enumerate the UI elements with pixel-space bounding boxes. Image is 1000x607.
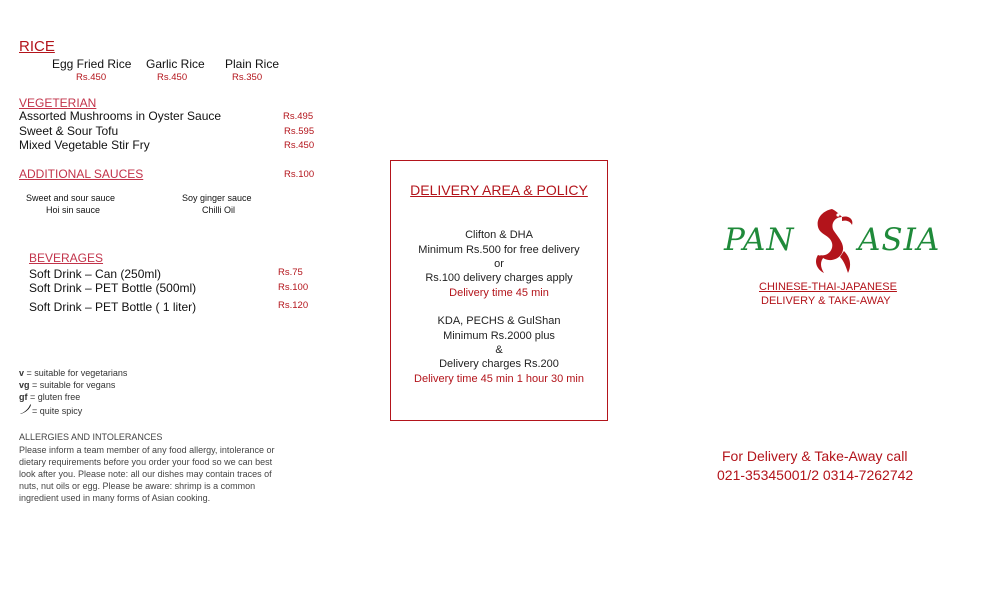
beverage-item-name: Soft Drink – PET Bottle ( 1 liter) [29, 300, 197, 314]
brand-subtitle: DELIVERY & TAKE-AWAY [761, 295, 891, 307]
vegetarian-item-price: Rs.450 [284, 140, 315, 151]
beverage-item-name: Soft Drink – Can (250ml) [29, 267, 162, 281]
vegetarian-item-name: Assorted Mushrooms in Oyster Sauce [19, 109, 222, 123]
beverage-item-name: Soft Drink – PET Bottle (500ml) [29, 281, 197, 295]
legend-vegetarian [19, 368, 127, 378]
vegetarian-item-name: Mixed Vegetable Stir Fry [19, 138, 150, 152]
legend-spicy [19, 403, 82, 416]
legend-text: = suitable for vegetarians [24, 368, 128, 378]
contact-phone[interactable]: 021-35345001/2 0314-7262742 [717, 467, 914, 483]
rice-item-price: Rs.450 [76, 72, 107, 83]
allergies-line: nuts, nut oils or egg. Please be aware: shrimp is a common [19, 481, 256, 491]
rice-item-name: Egg Fried Rice [52, 57, 132, 71]
rice-heading: RICE [19, 38, 55, 55]
sauces-price: Rs.100 [284, 169, 315, 180]
sauce-item: Chilli Oil [202, 205, 236, 215]
legend-text: = gluten free [27, 392, 81, 402]
policy-line: Rs.100 delivery charges apply [425, 272, 573, 284]
legend-key: vg [19, 380, 30, 390]
dragon-icon [804, 205, 860, 277]
policy-line: Delivery charges Rs.200 [439, 358, 559, 370]
policy-delivery-time: Delivery time 45 min [449, 287, 549, 299]
legend-text: = suitable for vegans [29, 380, 116, 390]
allergies-text [19, 444, 319, 504]
policy-area-name: KDA, PECHS & GulShan [437, 315, 561, 327]
legend-key: gf [19, 392, 28, 402]
sauce-item: Hoi sin sauce [46, 205, 101, 215]
chilli-icon [19, 403, 32, 415]
rice-item-name: Plain Rice [225, 57, 280, 71]
policy-delivery-time: Delivery time 45 min 1 hour 30 min [414, 373, 584, 385]
legend-vegan [19, 380, 115, 390]
allergies-line: ingredient used in many forms of Asian cooking. [19, 493, 211, 503]
allergies-heading: ALLERGIES AND INTOLERANCES [19, 432, 163, 442]
sauces-heading: ADDITIONAL SAUCES [19, 167, 144, 181]
beverage-item-price: Rs.120 [278, 300, 309, 311]
vegetarian-item-price: Rs.595 [284, 126, 315, 137]
vegetarian-item-price: Rs.495 [283, 111, 314, 122]
legend-gluten-free [19, 392, 80, 402]
policy-title: DELIVERY AREA & POLICY [410, 182, 588, 198]
policy-line: Minimum Rs.2000 plus [443, 330, 555, 342]
beverage-item-price: Rs.100 [278, 282, 309, 293]
vegetarian-heading: VEGETERIAN [19, 96, 97, 110]
delivery-policy-box [390, 160, 608, 421]
brand-tagline: CHINESE-THAI-JAPANESE [759, 281, 897, 293]
legend-key: v [19, 368, 25, 378]
allergies-line: Please inform a team member of any food allergy, intolerance or [19, 445, 275, 455]
policy-line: & [495, 344, 503, 356]
pan-asia-logo [722, 205, 942, 280]
rice-item-price: Rs.350 [232, 72, 263, 83]
policy-line: or [494, 258, 504, 270]
contact-line: For Delivery & Take-Away call [722, 448, 908, 464]
allergies-line: look after you. Please note: all our dishes may contain traces of [19, 469, 272, 479]
beverage-item-price: Rs.75 [278, 267, 303, 278]
allergies-line: dietary requirements before you order your food so we can best [19, 457, 273, 467]
beverages-heading: BEVERAGES [29, 251, 104, 265]
logo-text-pan: PAN [724, 222, 795, 258]
policy-line: Minimum Rs.500 for free delivery [418, 244, 580, 256]
vegetarian-item-name: Sweet & Sour Tofu [19, 124, 119, 138]
sauce-item: Sweet and sour sauce [26, 193, 116, 203]
legend-text: = quite spicy [32, 406, 83, 416]
logo-text-asia: ASIA [858, 222, 941, 258]
rice-item-name: Garlic Rice [146, 57, 205, 71]
rice-item-price: Rs.450 [157, 72, 188, 83]
policy-area-name: Clifton & DHA [465, 229, 533, 241]
sauce-item: Soy ginger sauce [182, 193, 252, 203]
